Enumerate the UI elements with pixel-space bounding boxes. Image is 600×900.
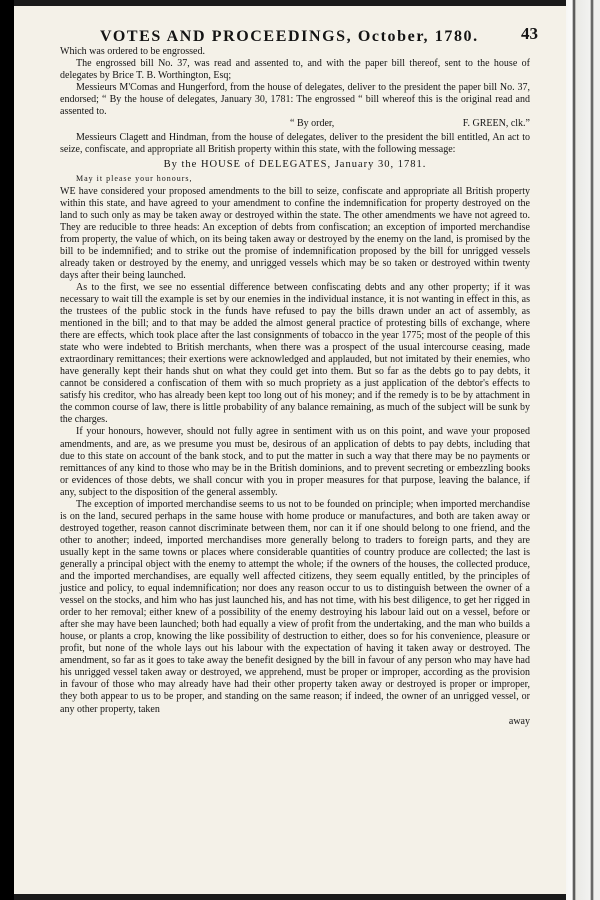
message-heading: By the HOUSE of DELEGATES, January 30, 1781. xyxy=(163,159,427,171)
message-paragraph: WE have considered your proposed amendments to the bill to seize, confiscate and appropriate all British property within this state, and have agreed to your amendment to confine the indemnification for property destroyed on the land to such only as may be taken away or destroyed within the state. The other amendments we have not agreed to. They are reducible to three heads: An exception of debts from confiscation; an exception of imported merchandise from property, the value of which, on its being taken away or destroyed by the enemy on the land, is promised by the bill to be indemnified; and to strike out the promise of indemnification proposed by the bill for unrigged vessels already taken or destroyed by the enemy, and unrigged vessels which may be so taken or destroyed within twenty days after their being launched. xyxy=(60,185,530,281)
document-body xyxy=(60,46,530,728)
signature-block xyxy=(60,118,530,130)
intro-line: The engrossed bill No. 37, was read and assented to, and with the paper bill thereof, sent to the house of delegates by Brice T. B. Worthington, Esq; xyxy=(60,58,530,82)
intro-line: Messieurs M'Comas and Hungerford, from the house of delegates, deliver to the president the paper bill No. 37, endorsed; “ By the house of delegates, January 30, 1781: The engrossed “ bill whereof this is the original read and assented to. xyxy=(60,82,530,118)
document-page xyxy=(14,6,566,894)
message-paragraph: As to the first, we see no essential difference between confiscating debts and any other property; if it was necessary to wait till the example is set by our enemies in the individual instance, it is not wanting in effect in this, as the trustees of the public stock in the funds have refused to pay the bills drawn under an act of assembly, as mentioned in the bill; and to that may be added the almost general practice of protesting bills of exchange, where there are effects, which took place after the last consignments of tobacco in the year 1775; most of the people of this state who were indebted to British merchants, when there was a prospect of the usual intercourse ceasing, made extraordinary remittances; their exertions were acknowledged and applauded, but not imitated by their enemies, who have generally kept their hands shut on what they could get into them. But so far as the debts go to pay debts, it cannot be considered a confiscation of them with so much propriety as a just application of the debtor's effects to satisfy his creditor, who has already been kept too long out of his money; and if the remedy is to be by attachment in the common course of law, there is little probability of any balance remaining, as much of the subject will be sunk by the charges. xyxy=(60,281,530,426)
intro-line: Which was ordered to be engrossed. xyxy=(60,46,205,57)
scan-left-border xyxy=(0,0,14,900)
catchword: away xyxy=(508,715,530,727)
running-header xyxy=(60,6,538,46)
page-number: 43 xyxy=(521,24,538,43)
page-content xyxy=(60,6,538,728)
clagett-paragraph: Messieurs Clagett and Hindman, from the house of delegates, deliver to the president the bill entitled, An act to seize, confiscate, and appropriate all British property within this state, with the following message: xyxy=(60,132,530,156)
message-paragraph: The exception of imported merchandise seems to us not to be founded on principle; when imported merchandise is on the land, secured perhaps in the same house with home produce or manufactures, and both are taken away or destroyed together, reason cannot discriminate between them, nor can it if one should belong to one friend, and the other to another; indeed, imported merchandises more generally belong to traders to foreign parts, and they are usually kept in the same towns or places where considerable quantities of country produce are collected; the last is generally a principal object with the enemy to attempt the whole; if the owners of the houses, the collected produce, and the imported merchandises, are equally well affected citizens, they seem equally entitled, by the principles of justice and policy, to equal indemnification; nor does any reason occur to us to distinguish between the owner of a vessel on the stocks, and him who has just launched his, and has not time, with his best diligence, to get her rigged in order to her removal; either knew of a possibility of the enemy destroying his labour laid out on a vessel, before or after she may have been launched; both had equally a view of profit from the undertaking, and the man who builds a house, or plants a crop, knowing the like possibility of destruction to either, does so for his convenience, pleasure or profit, but none of the whole lays out his labour with the expectation of having it taken away or destroyed. The amendment, so far as it goes to take away the benefit designed by the bill in favour of any person who may have had his unrigged vessel taken away or destroyed, we apprehend, must be proper or improper, according as the provision in favour of those who may already have had their other property taken away or destroyed is proper or improper, they both appear to us to be proper, and standing on the same reason; if indeed, the owner of an unrigged vessel, or any other property, taken xyxy=(60,498,530,715)
message-paragraph: If your honours, however, should not fully agree in sentiment with us on this point, and wave your proposed amendments, and are, as we presume you must be, desirous of an application of debts to pay debts, including that due to this state on account of the bank stock, and to put the matter in such a way that there may be no payments or remittances of any kind to those who may be in the British dominions, and to prevent secreting or embezzling books or evidences of those debts, we shall concur with you in proper measures for that purpose, leaving the balance, if any, subject to the disposition of the general assembly. xyxy=(60,426,530,498)
by-order-text: “ By order, xyxy=(290,118,335,130)
salutation: May it please your honours, xyxy=(76,174,193,184)
page-edge-right xyxy=(566,0,600,900)
clerk-name: F. GREEN, clk.” xyxy=(462,118,530,130)
running-title: VOTES AND PROCEEDINGS, October, 1780. xyxy=(100,28,479,45)
